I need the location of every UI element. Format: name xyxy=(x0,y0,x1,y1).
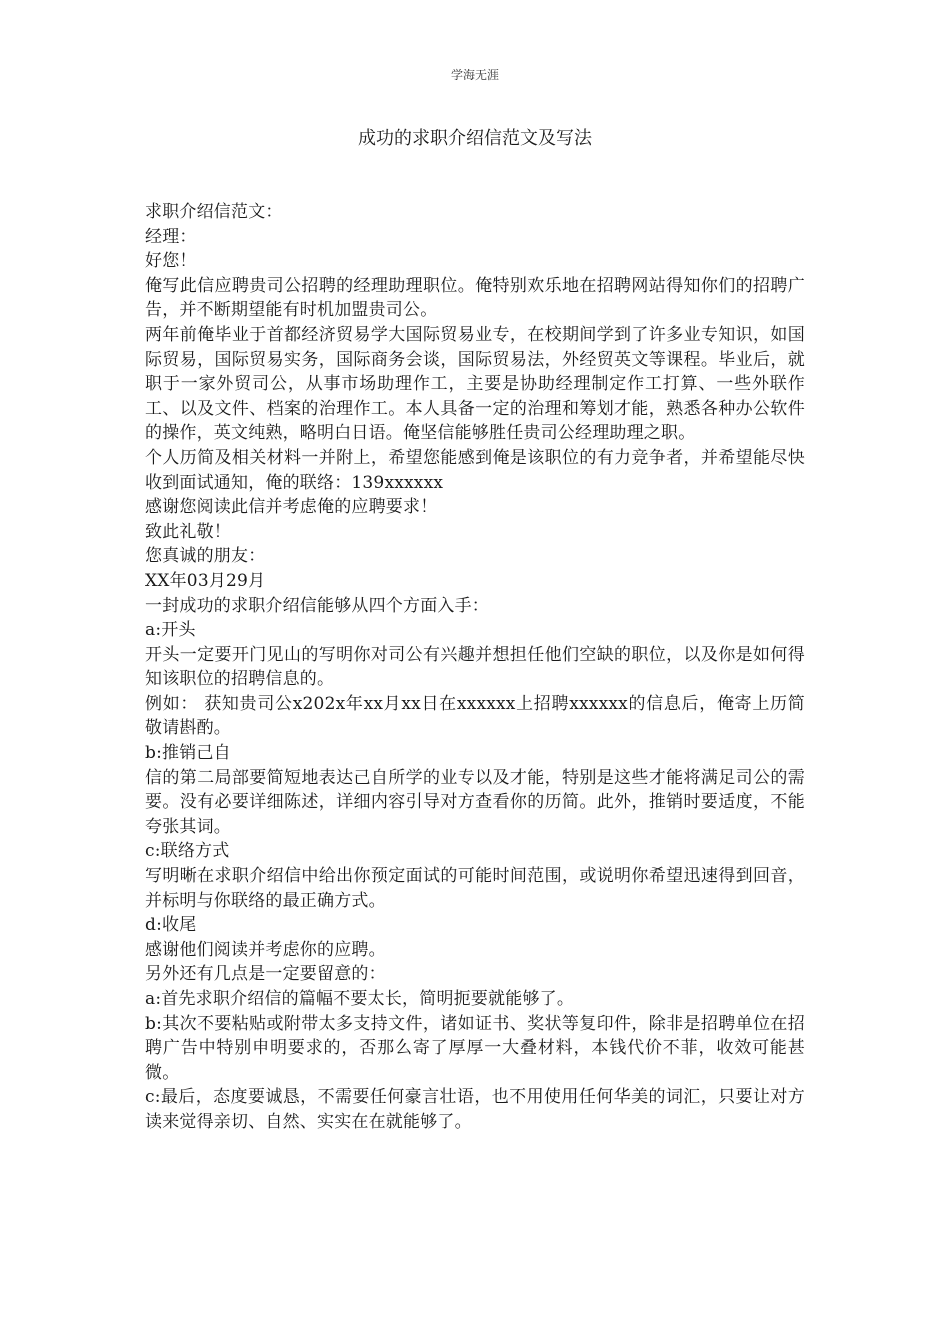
paragraph: 写明晰在求职介绍信中给出你预定面试的可能时间范围，或说明你希望迅速得到回音，并标明与你联络的最正确方式。 xyxy=(145,866,805,911)
paragraph: b:推销己自 xyxy=(145,743,231,764)
paragraph: 求职介绍信范文： xyxy=(145,202,283,222)
paragraph: 您真诚的朋友： xyxy=(145,546,266,567)
paragraph: 俺写此信应聘贵司公招聘的经理助理职位。俺特别欢乐地在招聘网站得知你们的招聘广告，并不断期望能有时机加盟贵司公。 xyxy=(145,275,805,321)
paragraph: 感谢您阅读此信并考虑俺的应聘要求！ xyxy=(145,497,438,518)
paragraph: 个人历简及相关材料一并附上，希望您能感到俺是该职位的有力竞争者，并希望能尽快收到面试通知，俺的联络：139xxxxxx xyxy=(145,447,805,493)
paragraph: b:其次不要粘贴或附带太多支持文件，诸如证书、奖状等复印件，除非是招聘单位在招聘广告中特别申明要求的，否那么寄了厚厚一大叠材料，本钱代价不菲，收效可能甚微。 xyxy=(145,1013,805,1083)
paragraph: c:最后，态度要诚恳，不需要任何豪言壮语，也不用使用任何华美的词汇，只要让对方读来觉得亲切、自然、实实在在就能够了。 xyxy=(145,1087,805,1132)
paragraph: 另外还有几点是一定要留意的： xyxy=(145,964,386,985)
paragraph: 信的第二局部要简短地表达己自所学的业专以及才能，特别是这些才能将满足司公的需要。没有必要详细陈述，详细内容引导对方查看你的历简。此外，推销时要适度，不能夸张其词。 xyxy=(145,767,805,837)
paragraph: 好您！ xyxy=(145,251,197,272)
paragraph: 经理： xyxy=(145,226,197,247)
paragraph: 开头一定要开门见山的写明你对司公有兴趣并想担任他们空缺的职位，以及你是如何得知该职位的招聘信息的。 xyxy=(145,644,805,690)
paragraph: a:开头 xyxy=(145,620,196,641)
document-title: 成功的求职介绍信范文及写法 xyxy=(358,128,592,149)
paragraph: d:收尾 xyxy=(145,915,197,936)
paragraph: 一封成功的求职介绍信能够从四个方面入手： xyxy=(145,595,489,616)
paragraph: 例如： 获知贵司公x202x年xx月xx日在xxxxxx上招聘xxxxxx的信息后，俺寄上历简敬请斟酌。 xyxy=(145,693,805,739)
paragraph: c:联络方式 xyxy=(145,841,230,862)
page-header: 学海无涯 xyxy=(450,68,499,82)
paragraph: a:首先求职介绍信的篇幅不要太长，简明扼要就能够了。 xyxy=(145,989,575,1009)
paragraph: XX年03月29月 xyxy=(145,570,266,591)
document-body xyxy=(145,200,805,1135)
paragraph: 两年前俺毕业于首都经济贸易学大国际贸易业专，在校期间学到了许多业专知识，如国际贸易，国际贸易实务，国际商务会谈，国际贸易法，外经贸英文等课程。毕业后，就职于一家外贸司公，从事市场助理作工，主要是协助经理制定作工打算、一些外联作工、以及文件、档案的治理作工。本人具备一定的治理和筹划才能，熟悉各种办公软件的操作，英文纯熟，略明白日语。俺坚信能够胜任贵司公经理助理之职。 xyxy=(145,324,805,444)
paragraph: 致此礼敬！ xyxy=(145,521,231,542)
paragraph: 感谢他们阅读并考虑你的应聘。 xyxy=(145,939,386,960)
